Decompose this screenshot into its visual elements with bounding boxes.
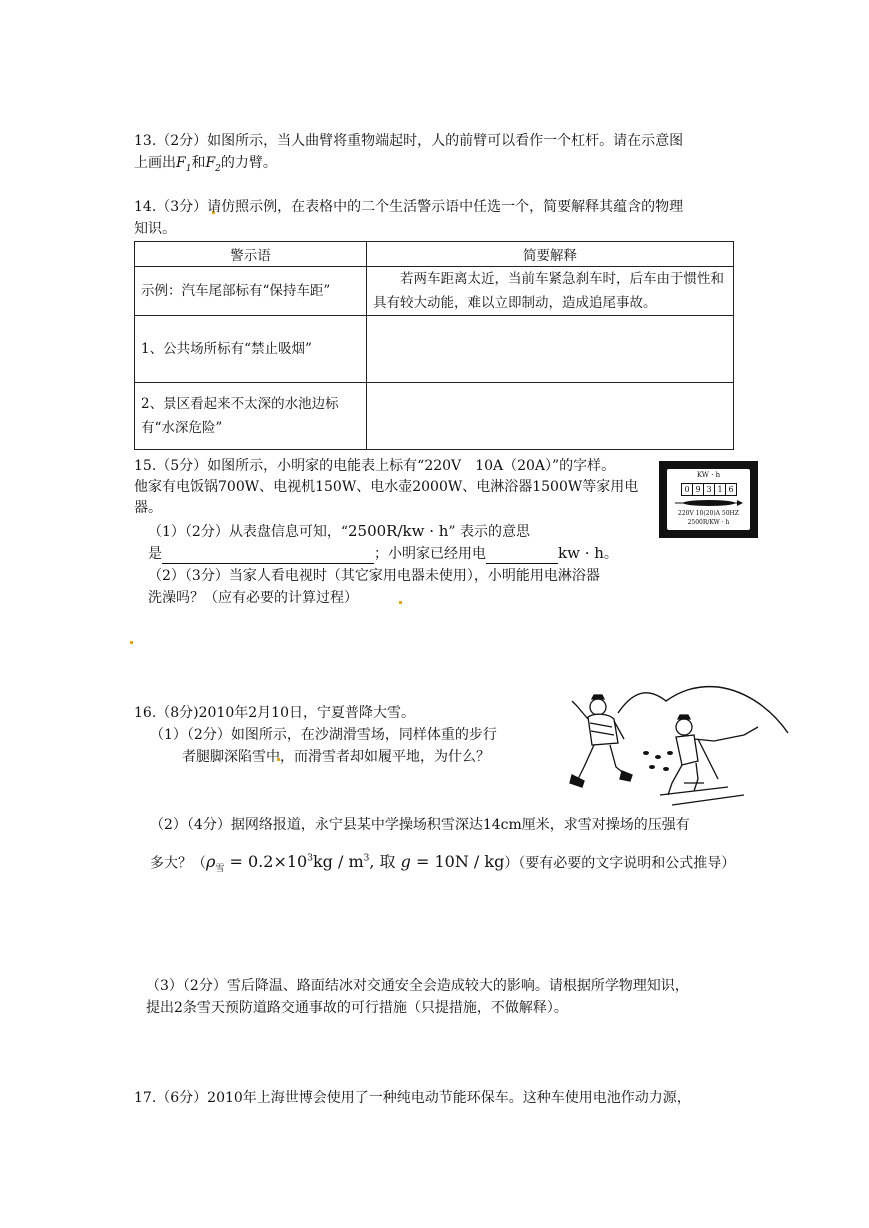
meter-digit: 1 [714,483,726,496]
q13-line1: 13.（2分）如图所示，当人曲臂将重物端起时，人的前臂可以看作一个杠杆。请在示意图 [134,133,684,149]
q16-sub3-line2: 提出2条雪天预防道路交通事故的可行措施（只提措施，不做解释）。 [146,1000,568,1016]
q13-line2-b: 和 [191,155,206,171]
table-cell-explanation[interactable] [367,316,734,383]
q16-sub2-line2: 多大？（$\rho_雪 = 0.2\times 10^3kg / m^3$, 取 g = 10N / kg）（要有必要的文字说明和公式推导） [150,852,736,875]
table-row [135,383,734,450]
skier-figure [660,715,758,805]
q13-line2-a: 上画出 [134,155,176,171]
warning-table [134,241,734,450]
meter-constant-quote: 2500R/kw · h [347,522,449,540]
electricity-meter-figure [659,461,758,538]
meter-digit: 3 [703,483,715,496]
meter-face [667,469,750,530]
meter-digit-row [681,483,737,496]
q14-line1: 14.（3分）请仿照示例，在表格中的二个生活警示语中任选一个，简要解释其蕴含的物理 [134,199,684,215]
meter-constant: 2500R/KW · h [687,519,730,526]
q17-line1: 17.（6分）2010年上海世博会使用了一种纯电动节能环保车。这种车使用电池作动力源， [134,1090,691,1106]
footprints [643,751,673,771]
table-row [135,267,734,316]
q16-sub1-line2: 者腿脚深陷雪中，而滑雪者却如履平地，为什么？ [182,749,490,765]
q13-line2 [134,153,277,179]
q16-sub1-line1: （1）（2分）如图所示，在沙湖滑雪场，同样体重的步行 [150,727,497,743]
f1-symbol: $F_1$ [176,155,192,174]
table-cell-warning: 1、公共场所标有“禁止吸烟” [135,316,367,383]
meter-digit: 6 [725,483,737,496]
table-cell-warning: 2、景区看起来不太深的水池边标有“水深危险” [135,383,367,450]
highlight-mark [130,641,133,644]
answer-blank-energy[interactable] [486,547,558,564]
q16-sub2-line1: （2）（4分）据网络报道，永宁县某中学操场积雪深达14cm厘米，求雪对操场的压强有 [150,817,690,833]
q15-line2: 他家有电饭锅700W、电视机150W、电水壶2000W、电淋浴器1500W等家用电 [134,479,639,495]
q15-sub2-line2: 洗澡吗？（应有必要的计算过程） [148,590,358,606]
f2-symbol: $F_2$ [205,155,221,174]
q15-line1: 15.（5分）如图所示，小明家的电能表上标有“220V 10A（20A）”的字样。 [134,458,616,474]
density-formula: $\rho_雪 = 0.2\times 10^3kg / m^3$, 取 g = 10N / kg [206,852,505,875]
meter-unit-label: KW · h [696,471,721,479]
q16-sub3-line1: （3）（2分）雪后降温、路面结冰对交通安全会造成较大的影响。请根据所学物理知识， [146,978,689,994]
q13-line2-c: 的力臂。 [220,155,277,171]
q15-sub2-line1: （2）（3分）当家人看电视时（其它家用电器未使用），小明能用电淋浴器 [148,568,600,584]
q15-sub1-line2: 是 ；小明家已经用电 kw · h。 [148,544,618,562]
walker-figure [570,695,632,787]
q15-sub1-line1: （1）（2分）从表盘信息可知，“2500R/kw · h” 表示的意思 [148,522,531,540]
q14-line2: 知识。 [134,221,176,237]
table-header-warning: 警示语 [135,242,367,267]
snow-scene-figure [548,683,792,815]
meter-digit: 9 [692,483,704,496]
meter-disc-icon [673,498,744,508]
table-cell-explanation: 若两车距离太近，当前车紧急刹车时，后车由于惯性和具有较大动能，难以立即制动，造成追尾事故。 [367,267,734,316]
meter-digit: 0 [681,483,693,496]
table-row [135,316,734,383]
highlight-mark [399,601,402,604]
answer-blank-meaning[interactable] [162,547,374,564]
q15-line3: 器。 [134,500,162,516]
table-cell-warning: 示例：汽车尾部标有“保持车距” [135,267,367,316]
mountain-outline [618,687,788,733]
q16-line1: 16.（8分)2010年2月10日，宁夏普降大雪。 [134,705,415,721]
table-cell-explanation[interactable] [367,383,734,450]
table-header-explanation: 简要解释 [367,242,734,267]
meter-rating: 220V 10(20)A 50HZ [678,510,739,517]
